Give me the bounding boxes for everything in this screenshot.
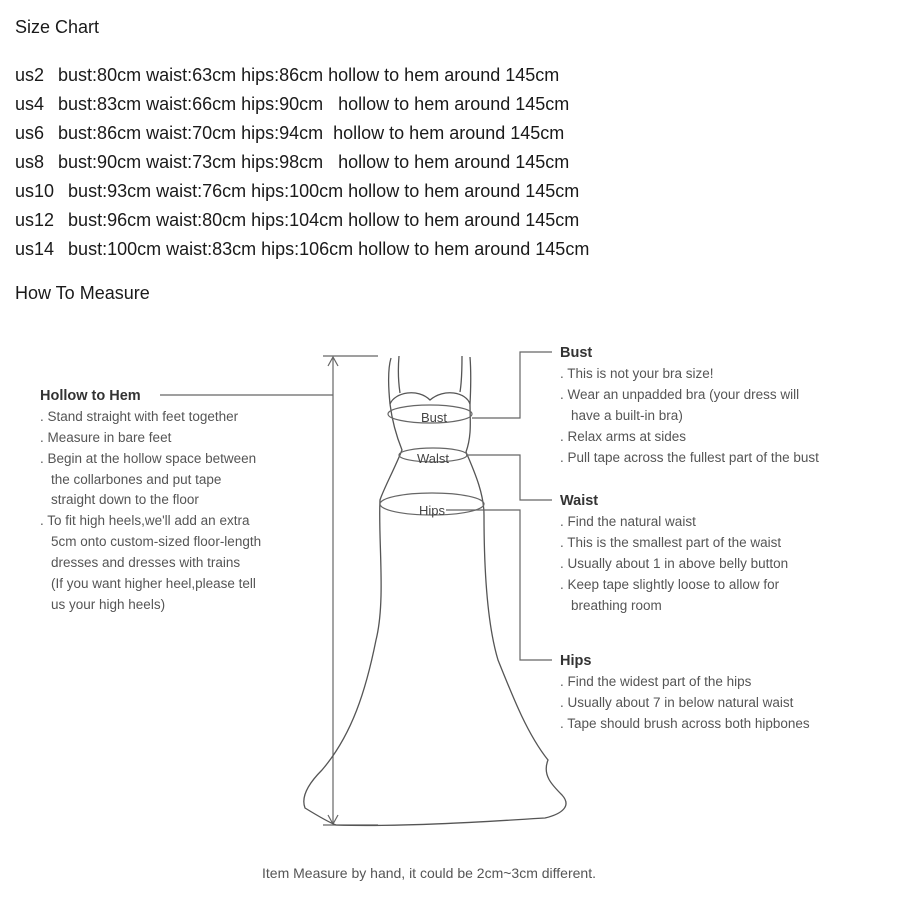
size-code: us6 (15, 123, 45, 143)
hips-list (560, 674, 810, 731)
size-details: bust:93cm waist:76cm hips:100cm hollow to hem around 145cm (68, 181, 580, 201)
size-code: us14 (15, 239, 55, 259)
hollow-line: . To fit high heels,we'll add an extra (40, 513, 250, 528)
hollow-line: (If you want higher heel,please tell (51, 576, 256, 591)
size-code: us2 (15, 65, 45, 85)
footnote: Item Measure by hand, it could be 2cm~3cm different. (262, 865, 596, 881)
waist-heading: Waist (560, 493, 599, 509)
bust-heading: Bust (560, 345, 593, 361)
size-chart-rows (15, 61, 589, 264)
dress-outline (304, 356, 566, 825)
bust-connector (472, 352, 552, 418)
waist-line: . Find the natural waist (560, 514, 696, 529)
hips-line: . Usually about 7 in below natural waist (560, 695, 794, 710)
hollow-line: dresses and dresses with trains (51, 555, 241, 570)
hips-heading: Hips (560, 653, 592, 669)
hollow-line: the collarbones and put tape (51, 472, 222, 487)
size-row (15, 119, 589, 148)
hips-line: . Find the widest part of the hips (560, 674, 752, 689)
size-details: bust:83cm waist:66cm hips:90cm hollow to hem around 145cm (58, 94, 570, 114)
waist-line: breathing room (571, 598, 662, 613)
size-row (15, 61, 589, 90)
size-row (15, 90, 589, 119)
size-row (15, 206, 589, 235)
hollow-line: . Measure in bare feet (40, 430, 172, 445)
waist-line: . This is the smallest part of the waist (560, 535, 782, 550)
size-code: us12 (15, 210, 55, 230)
size-details: bust:80cm waist:63cm hips:86cm hollow to hem around 145cm (58, 65, 560, 85)
size-row (15, 148, 589, 177)
hollow-to-hem-list (40, 409, 261, 612)
waist-line: . Keep tape slightly loose to allow for (560, 577, 780, 592)
bust-line: have a built-in bra) (571, 408, 683, 423)
dress-waist-label: Walst (416, 451, 450, 466)
hips-line: . Tape should brush across both hipbones (560, 716, 810, 731)
size-details: bust:90cm waist:73cm hips:98cm hollow to hem around 145cm (58, 152, 570, 172)
dress-hips-label: Hips (418, 503, 446, 518)
size-details: bust:100cm waist:83cm hips:106cm hollow to hem around 145cm (68, 239, 590, 259)
waist-line: . Usually about 1 in above belly button (560, 556, 789, 571)
measurement-diagram (0, 330, 914, 914)
hollow-line: straight down to the floor (51, 492, 199, 507)
hollow-line: 5cm onto custom-sized floor-length (51, 534, 262, 549)
size-code: us10 (15, 181, 55, 201)
hollow-to-hem-heading: Hollow to Hem (40, 388, 141, 404)
bust-line: . Pull tape across the fullest part of the bust (560, 450, 819, 465)
waist-list (560, 514, 788, 613)
size-row (15, 235, 589, 264)
waist-connector (466, 455, 552, 500)
hollow-line: us your high heels) (51, 597, 166, 612)
size-code: us8 (15, 152, 45, 172)
hollow-line: . Begin at the hollow space between (40, 451, 257, 466)
hips-connector (446, 510, 552, 660)
bust-line: . This is not your bra size! (560, 366, 714, 381)
size-details: bust:96cm waist:80cm hips:104cm hollow to hem around 145cm (68, 210, 580, 230)
size-row (15, 177, 589, 206)
how-to-measure-title: How To Measure (15, 283, 150, 303)
size-details: bust:86cm waist:70cm hips:94cm hollow to hem around 145cm (58, 123, 565, 143)
hollow-line: . Stand straight with feet together (40, 409, 239, 424)
bust-list (560, 366, 819, 465)
bust-line: . Wear an unpadded bra (your dress will (560, 387, 800, 402)
size-code: us4 (15, 94, 45, 114)
size-chart-title: Size Chart (15, 17, 100, 37)
dress-bust-label: Bust (420, 410, 448, 425)
bust-line: . Relax arms at sides (560, 429, 687, 444)
